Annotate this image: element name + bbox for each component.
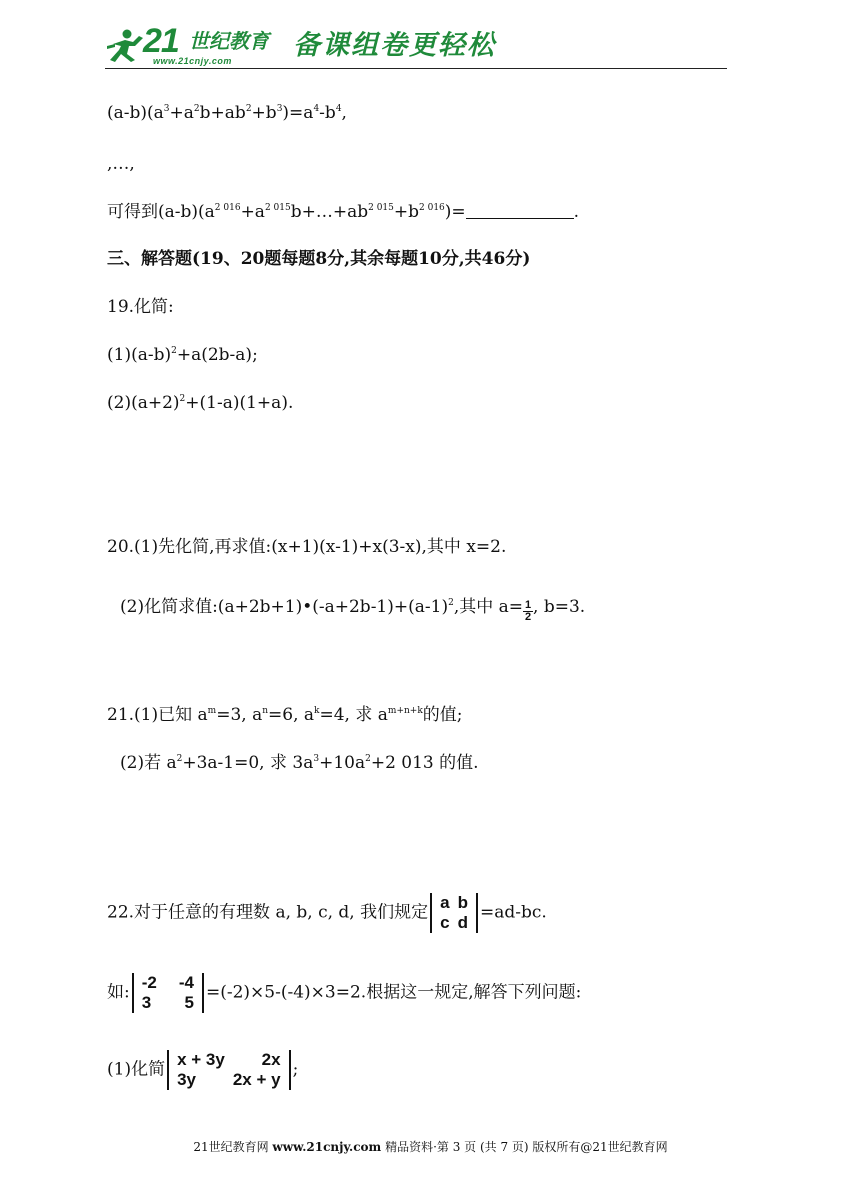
q22-example: 如: -2 -4 3 5 =(-2)×5-(-4)×3=2.根据这一规定,解答下列问题: xyxy=(107,973,582,1012)
q19-title: 19.化简: xyxy=(107,297,174,317)
determinant-example: -2 -4 3 5 xyxy=(132,973,204,1013)
logo-text: 世纪教育 xyxy=(189,29,269,53)
q19-part1: $(1)(a-b)^2+a(2b-a)$; xyxy=(107,345,258,365)
runner-logo-icon xyxy=(105,28,147,64)
section-title: 三、解答题(19、20题每题8分,其余每题10分,共46分) xyxy=(107,249,531,269)
header-slogan: 备课组卷更轻松 xyxy=(293,30,496,61)
q20-part2: (2)化简求值$:(a+2b+1)•(-a+2b-1)+(a-1)^2$,其中 a= $\frac{1}{2}$ , b=3. xyxy=(120,597,586,623)
answer-blank[interactable] xyxy=(466,202,574,219)
page-footer xyxy=(0,1139,861,1155)
logo-number: 21 xyxy=(143,22,179,60)
q22-part1: (1)化简 x + 3y 2x 3y 2x + y ; xyxy=(107,1050,299,1089)
q19-part2: $(2)(a+2)^2+(1-a)(1+a)$. xyxy=(107,393,294,413)
footer-url[interactable]: www.21cnjy.com xyxy=(272,1140,382,1154)
ellipsis-line: ,…, xyxy=(107,154,135,174)
fraction-one-half: $\frac{1}{2}$ xyxy=(524,599,532,623)
q21-part1: 21.(1)已知 $a^m=3$, $a^n=6$, $a^k=4$, 求 $a^{m+n+k}$的值; xyxy=(107,705,463,725)
derive-line: 可得到$(a-b)(a^{2 016}+a^{2 015}b+\dots+ab^{2 015}+b^{2 016})=$ . xyxy=(107,202,580,222)
logo-url: www.21cnjy.com xyxy=(153,56,232,66)
header-divider xyxy=(105,68,727,69)
determinant-definition: a b c d xyxy=(430,893,478,933)
page-header xyxy=(105,22,727,68)
footer-site: 21世纪教育网 xyxy=(193,1140,269,1154)
identity-line: $(a-b)(a^3+a^2b+ab^2+b^3)=a^4-b^4$, xyxy=(107,103,347,123)
footer-info: 精品资料·第 3 页 (共 7 页) 版权所有@21世纪教育网 xyxy=(385,1140,668,1154)
determinant-part1: x + 3y 2x 3y 2x + y xyxy=(167,1050,291,1090)
q21-part2: (2)若 $a^2+3a-1=0$, 求 $3a^3+10a^2+2$ 013 的值. xyxy=(120,753,479,773)
q20-part1: 20.(1)先化简,再求值:(x+1)(x-1)+x(3-x),其中 x=2. xyxy=(107,537,507,557)
q22-intro: 22.对于任意的有理数 a, b, c, d, 我们规定 a b c d =ad-bc. xyxy=(107,893,547,932)
